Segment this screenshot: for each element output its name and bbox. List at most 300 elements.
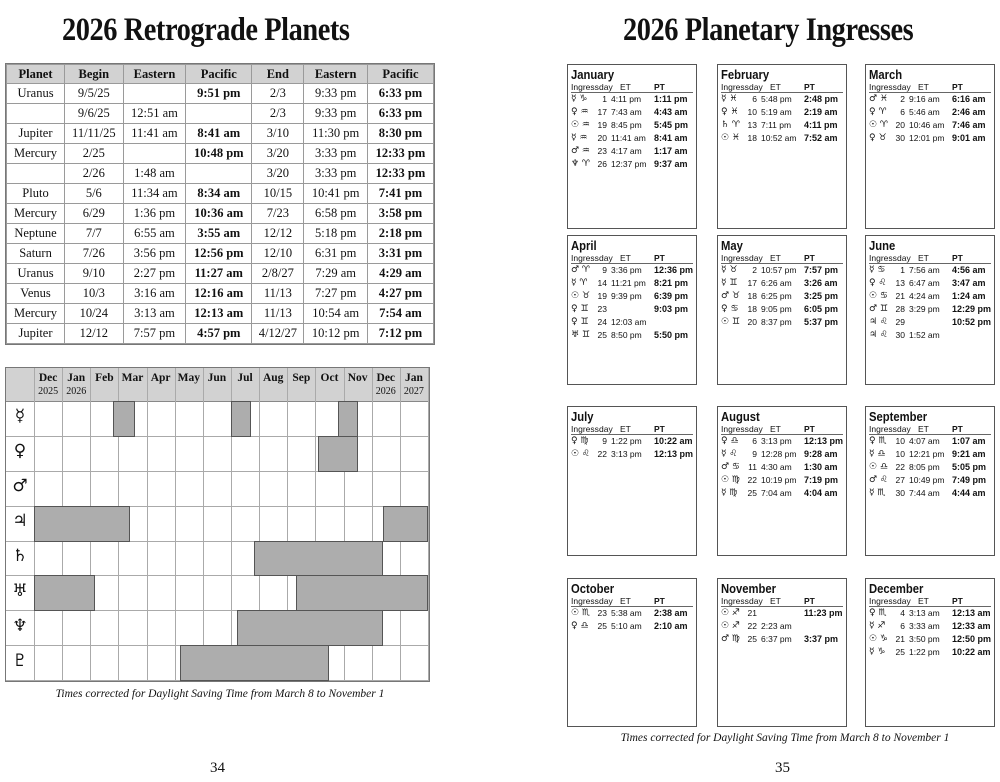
month-name: August	[721, 410, 760, 424]
pt-time: 6:16 am	[952, 94, 986, 104]
column-header: Pacific	[367, 65, 433, 84]
ingress-glyphs: ♀ ♊	[571, 317, 589, 327]
ingress-glyphs: ♂ ♓	[869, 94, 888, 104]
table-cell: 8:30 pm	[367, 124, 433, 144]
day: 30	[895, 488, 905, 498]
timeline-month-label	[203, 368, 231, 401]
timeline-month-label	[287, 368, 315, 401]
column-header-ingress: Ingress	[571, 253, 599, 263]
table-cell: 3/20	[252, 164, 304, 184]
pt-time: 4:11 pm	[804, 120, 838, 130]
day: 30	[895, 330, 905, 340]
jupiter-glyph-icon: ♃	[12, 511, 28, 532]
ingress-glyphs: ♃ ♌	[869, 330, 888, 340]
ingress-row	[571, 264, 693, 277]
column-header: Eastern	[123, 65, 186, 84]
pt-time: 1:30 am	[804, 462, 838, 472]
ingress-row	[721, 435, 843, 448]
column-header-pt: PT	[654, 596, 665, 606]
ingress-glyphs: ☉ ♑	[869, 634, 888, 644]
month-name: Jul	[237, 372, 253, 384]
et-time: 9:16 am	[909, 94, 940, 104]
ingress-glyphs: ♀ ♉	[869, 133, 887, 143]
day: 23	[597, 608, 607, 618]
ingress-glyphs: ♂ ♍	[721, 634, 740, 644]
table-cell: 12:16 am	[186, 284, 252, 304]
pt-time: 3:37 pm	[804, 634, 839, 644]
ingress-glyphs: ♀ ♍	[571, 436, 589, 446]
ingress-glyphs: ♀ ♎	[571, 621, 589, 631]
day: 13	[747, 120, 757, 130]
ingress-row	[721, 119, 843, 132]
column-header-ingress: Ingress	[721, 82, 749, 92]
ingress-glyphs: ♀ ♈	[869, 107, 887, 117]
column-header-et: ET	[918, 596, 929, 606]
table-cell: 5/6	[65, 184, 124, 204]
month-year: 2027	[403, 386, 424, 397]
ingress-row	[571, 290, 693, 303]
pt-time: 1:07 am	[952, 436, 986, 446]
column-header-day: day	[897, 253, 911, 263]
timeline-month-label	[147, 368, 175, 401]
table-cell: Mercury	[7, 144, 65, 164]
day: 6	[900, 107, 905, 117]
month-name: November	[721, 582, 777, 596]
column-header-pt: PT	[804, 253, 815, 263]
day: 22	[597, 449, 607, 459]
et-time: 9:39 pm	[611, 291, 642, 301]
table-cell: 3:33 pm	[304, 144, 368, 164]
column-header: Planet	[7, 65, 65, 84]
table-cell: 10/15	[252, 184, 304, 204]
timeline-month-label	[259, 368, 287, 401]
month-box-july	[567, 406, 697, 556]
month-name: June	[869, 239, 896, 253]
timeline-month-label	[34, 368, 62, 401]
table-cell: Jupiter	[7, 324, 65, 344]
day: 19	[597, 291, 607, 301]
table-cell: 3:55 am	[186, 224, 252, 244]
day: 23	[597, 146, 607, 156]
month-name: Jan	[404, 372, 423, 384]
uranus-retrograde-bar	[296, 575, 428, 611]
day: 4	[900, 608, 905, 618]
et-time: 3:13 pm	[761, 436, 792, 446]
ingress-glyphs: ☿ ♏	[869, 488, 886, 498]
pt-time: 2:10 am	[654, 621, 688, 631]
ingress-glyphs: ☉ ♉	[571, 291, 590, 301]
et-time: 6:25 pm	[761, 291, 792, 301]
month-name: September	[869, 410, 928, 424]
ingress-row	[721, 620, 843, 633]
day: 29	[895, 317, 905, 327]
table-cell: 11/13	[252, 284, 304, 304]
pt-time: 10:22 am	[952, 647, 991, 657]
et-time: 5:19 am	[761, 107, 792, 117]
ingress-row	[571, 607, 693, 620]
table-cell: 10:48 pm	[186, 144, 252, 164]
table-cell: Mercury	[7, 204, 65, 224]
ingress-column-headers	[571, 424, 693, 435]
timeline-month-label	[315, 368, 343, 401]
ingress-glyphs: ♂ ♉	[721, 291, 740, 301]
grid-line	[175, 368, 176, 681]
day: 20	[895, 120, 905, 130]
table-cell: Venus	[7, 284, 65, 304]
column-header-pt: PT	[804, 596, 815, 606]
column-header-day: day	[749, 253, 763, 263]
table-cell: 12/12	[252, 224, 304, 244]
ingress-row	[571, 106, 693, 119]
day: 10	[895, 436, 905, 446]
month-box-june	[865, 235, 995, 385]
table-cell: 7:12 pm	[367, 324, 433, 344]
table-cell: 3:31 pm	[367, 244, 433, 264]
table-cell: 10:36 am	[186, 204, 252, 224]
month-name: March	[869, 68, 903, 82]
day: 28	[895, 304, 905, 314]
ingress-row	[869, 620, 991, 633]
pt-time: 12:36 pm	[654, 265, 694, 275]
table-cell: 7/26	[65, 244, 124, 264]
day: 19	[597, 120, 607, 130]
pt-time: 9:37 am	[654, 159, 688, 169]
column-header-et: ET	[620, 82, 631, 92]
table-cell: 3:16 am	[123, 284, 186, 304]
day: 6	[900, 621, 905, 631]
table-cell: 7:41 pm	[367, 184, 433, 204]
ingress-glyphs: ☿ ♉	[721, 265, 738, 275]
et-time: 11:21 pm	[611, 278, 646, 288]
pt-time: 5:45 pm	[654, 120, 689, 130]
column-header-ingress: Ingress	[869, 424, 897, 434]
ingress-row	[721, 607, 843, 620]
column-header: Eastern	[304, 65, 368, 84]
column-header-day: day	[897, 424, 911, 434]
ingress-glyphs: ☿ ♋	[869, 265, 886, 275]
day: 2	[900, 94, 905, 104]
et-time: 7:43 am	[611, 107, 642, 117]
et-time: 3:13 am	[909, 608, 940, 618]
table-cell: Neptune	[7, 224, 65, 244]
month-box-october	[567, 578, 697, 727]
column-header-pt: PT	[654, 424, 665, 434]
pt-time: 11:23 pm	[804, 608, 843, 618]
ingress-glyphs: ♀ ♓	[721, 107, 739, 117]
month-name: April	[571, 239, 597, 253]
ingress-column-headers	[721, 424, 843, 435]
ingress-row	[869, 646, 991, 659]
month-year: 2026	[375, 386, 396, 397]
column-header-et: ET	[770, 82, 781, 92]
pt-time: 2:38 am	[654, 608, 688, 618]
pt-time: 3:26 am	[804, 278, 838, 288]
table-row	[7, 84, 434, 104]
ingress-row	[571, 329, 693, 342]
pt-time: 5:05 pm	[952, 462, 987, 472]
ingress-glyphs: ☿ ♑	[869, 647, 886, 657]
day: 13	[895, 278, 905, 288]
et-time: 6:26 am	[761, 278, 792, 288]
et-time: 4:07 am	[909, 436, 940, 446]
ingress-glyphs: ☿ ♎	[869, 449, 886, 459]
ingress-row	[721, 633, 843, 646]
day: 25	[747, 634, 757, 644]
table-cell: 6/29	[65, 204, 124, 224]
pt-time: 7:19 pm	[804, 475, 839, 485]
mercury-retrograde-bar	[231, 401, 251, 437]
ingress-glyphs: ☉ ♐	[721, 608, 740, 618]
grid-line	[147, 368, 148, 681]
pt-time: 2:19 am	[804, 107, 838, 117]
column-header-ingress: Ingress	[571, 424, 599, 434]
table-row	[7, 184, 434, 204]
table-cell: 8:41 am	[186, 124, 252, 144]
table-cell: 12:56 pm	[186, 244, 252, 264]
pt-time: 10:52 pm	[952, 317, 992, 327]
ingress-glyphs: ☿ ♑	[571, 94, 588, 104]
ingress-row	[571, 158, 693, 171]
et-time: 10:52 am	[761, 133, 797, 143]
column-header-ingress: Ingress	[571, 82, 599, 92]
ingress-row	[721, 316, 843, 329]
neptune-glyph-icon: ♆	[12, 615, 28, 636]
column-header-et: ET	[620, 253, 631, 263]
ingress-glyphs: ♃ ♌	[869, 317, 888, 327]
pt-time: 6:39 pm	[654, 291, 689, 301]
day: 18	[747, 291, 757, 301]
pt-time: 6:05 pm	[804, 304, 839, 314]
ingress-glyphs: ☉ ♓	[721, 133, 740, 143]
ingress-row	[721, 474, 843, 487]
pt-time: 12:13 pm	[804, 436, 844, 446]
grid-line	[203, 368, 204, 681]
pt-time: 2:48 pm	[804, 94, 839, 104]
ingress-row	[571, 145, 693, 158]
table-cell: 3:13 am	[123, 304, 186, 324]
et-time: 10:46 am	[909, 120, 945, 130]
table-cell: 6:33 pm	[367, 104, 433, 124]
month-box-august	[717, 406, 847, 556]
table-cell: 10:54 am	[304, 304, 368, 324]
table-cell: 9/10	[65, 264, 124, 284]
ingress-column-headers	[869, 253, 991, 264]
ingress-row	[869, 290, 991, 303]
et-time: 9:05 pm	[761, 304, 792, 314]
day: 20	[597, 133, 607, 143]
et-time: 1:22 pm	[611, 436, 642, 446]
pt-time: 5:50 pm	[654, 330, 689, 340]
page-title-ingresses: 2026 Planetary Ingresses	[623, 12, 914, 48]
day: 25	[895, 647, 905, 657]
uranus-retrograde-bar	[34, 575, 95, 611]
table-cell: 7:27 pm	[304, 284, 368, 304]
ingress-glyphs: ☉ ♍	[721, 475, 740, 485]
jupiter-retrograde-bar	[383, 506, 428, 542]
ingress-row	[721, 448, 843, 461]
ingress-row	[721, 132, 843, 145]
table-cell: 12/12	[65, 324, 124, 344]
day: 20	[747, 317, 757, 327]
table-cell: 11:34 am	[123, 184, 186, 204]
et-time: 3:13 pm	[611, 449, 642, 459]
uranus-glyph-icon: ♅	[12, 580, 28, 601]
month-name: Dec	[38, 372, 58, 384]
ingress-glyphs: ☿ ♈	[571, 278, 588, 288]
table-cell: 6:58 pm	[304, 204, 368, 224]
ingress-row	[571, 277, 693, 290]
pluto-glyph-icon: ♇	[12, 650, 28, 671]
ingress-row	[571, 435, 693, 448]
pt-time: 3:25 pm	[804, 291, 839, 301]
et-time: 6:47 am	[909, 278, 940, 288]
month-name: Dec	[376, 372, 396, 384]
pt-time: 3:47 am	[952, 278, 986, 288]
column-header-et: ET	[770, 424, 781, 434]
table-row	[7, 304, 434, 324]
et-time: 12:01 pm	[909, 133, 945, 143]
table-cell: 1:48 am	[123, 164, 186, 184]
table-cell: 2/26	[65, 164, 124, 184]
column-header: Pacific	[186, 65, 252, 84]
ingress-glyphs: ♂ ♋	[721, 462, 740, 472]
column-header-et: ET	[770, 253, 781, 263]
ingress-glyphs: ♀ ♏	[869, 436, 887, 446]
ingress-row	[869, 461, 991, 474]
table-cell: 10:12 pm	[304, 324, 368, 344]
table-cell: 10/3	[65, 284, 124, 304]
ingress-row	[721, 303, 843, 316]
day: 22	[747, 475, 757, 485]
grid-line	[428, 368, 429, 681]
jupiter-retrograde-bar	[34, 506, 130, 542]
table-cell	[186, 164, 252, 184]
ingress-glyphs: ♄ ♈	[721, 120, 740, 130]
ingress-glyphs: ☉ ♌	[571, 449, 590, 459]
table-cell	[123, 144, 186, 164]
table-cell: 12:13 am	[186, 304, 252, 324]
saturn-retrograde-bar	[254, 541, 383, 577]
month-name: May	[721, 239, 743, 253]
ingress-glyphs: ♀ ♏	[869, 608, 887, 618]
pt-time: 1:24 am	[952, 291, 986, 301]
pt-time: 10:22 am	[654, 436, 693, 446]
et-time: 12:03 am	[611, 317, 647, 327]
column-header-et: ET	[918, 424, 929, 434]
table-cell: 2:18 pm	[367, 224, 433, 244]
table-row	[7, 144, 434, 164]
et-time: 8:45 pm	[611, 120, 642, 130]
month-name: Feb	[95, 372, 114, 384]
month-name: Mar	[121, 372, 144, 384]
table-cell: 2/3	[252, 104, 304, 124]
et-time: 5:10 am	[611, 621, 642, 631]
ingress-glyphs: ♂ ♒	[571, 146, 590, 156]
pt-time: 5:37 pm	[804, 317, 839, 327]
et-time: 3:36 pm	[611, 265, 642, 275]
ingress-column-headers	[869, 596, 991, 607]
day: 11	[748, 462, 757, 472]
ingress-column-headers	[869, 82, 991, 93]
et-time: 12:28 pm	[761, 449, 797, 459]
ingress-glyphs: ♀ ♋	[721, 304, 739, 314]
column-header-pt: PT	[804, 424, 815, 434]
ingress-column-headers	[869, 424, 991, 435]
pt-time: 9:01 am	[952, 133, 986, 143]
et-time: 8:50 pm	[611, 330, 642, 340]
timeline-month-label	[118, 368, 146, 401]
day: 22	[747, 621, 757, 631]
timeline-month-label	[62, 368, 90, 401]
month-name: Sep	[292, 372, 311, 384]
et-time: 7:44 am	[909, 488, 940, 498]
column-header-et: ET	[620, 596, 631, 606]
table-cell: 4/12/27	[252, 324, 304, 344]
et-time: 5:38 am	[611, 608, 642, 618]
ingress-glyphs: ♂ ♈	[571, 265, 590, 275]
day: 2	[752, 265, 757, 275]
table-cell: 2/25	[65, 144, 124, 164]
ingress-glyphs: ☿ ♊	[721, 278, 738, 288]
column-header-et: ET	[770, 596, 781, 606]
table-cell: 2/3	[252, 84, 304, 104]
ingress-glyphs: ♂ ♌	[869, 475, 888, 485]
ingress-glyphs: ☿ ♓	[721, 94, 738, 104]
column-header-pt: PT	[952, 82, 963, 92]
pt-time: 9:28 am	[804, 449, 838, 459]
column-header-ingress: Ingress	[869, 596, 897, 606]
column-header-pt: PT	[952, 596, 963, 606]
day: 1	[602, 94, 607, 104]
ingress-row	[721, 93, 843, 106]
et-time: 7:04 am	[761, 488, 792, 498]
ingress-glyphs: ♂ ♊	[869, 304, 888, 314]
month-box-september	[865, 406, 995, 556]
column-header-et: ET	[918, 82, 929, 92]
ingress-row	[869, 93, 991, 106]
ingress-row	[869, 106, 991, 119]
table-cell: 6:33 pm	[367, 84, 433, 104]
ingress-row	[869, 119, 991, 132]
table-cell	[7, 164, 65, 184]
table-row	[7, 244, 434, 264]
ingress-glyphs: ☉ ♊	[721, 317, 740, 327]
ingress-row	[869, 633, 991, 646]
ingress-row	[869, 607, 991, 620]
table-cell: 9:33 pm	[304, 104, 368, 124]
table-cell: Saturn	[7, 244, 65, 264]
timeline-month-label	[231, 368, 259, 401]
month-box-april	[567, 235, 697, 385]
table-row	[7, 104, 434, 124]
column-header-ingress: Ingress	[721, 596, 749, 606]
et-time: 1:52 am	[909, 330, 940, 340]
month-name: Apr	[150, 372, 171, 384]
ingress-glyphs: ♀ ♊	[571, 304, 589, 314]
month-name: December	[869, 582, 924, 596]
table-row	[7, 324, 434, 344]
pluto-retrograde-bar	[180, 645, 329, 681]
table-cell: 12:51 am	[123, 104, 186, 124]
ingress-row	[721, 487, 843, 500]
column-header-day: day	[749, 596, 763, 606]
ingress-glyphs: ☉ ♒	[571, 120, 590, 130]
timeline-month-header	[6, 368, 429, 402]
table-cell: 2:27 pm	[123, 264, 186, 284]
ingress-glyphs: ☉ ♏	[571, 608, 590, 618]
et-time: 12:37 pm	[611, 159, 647, 169]
grid-line	[6, 471, 429, 472]
